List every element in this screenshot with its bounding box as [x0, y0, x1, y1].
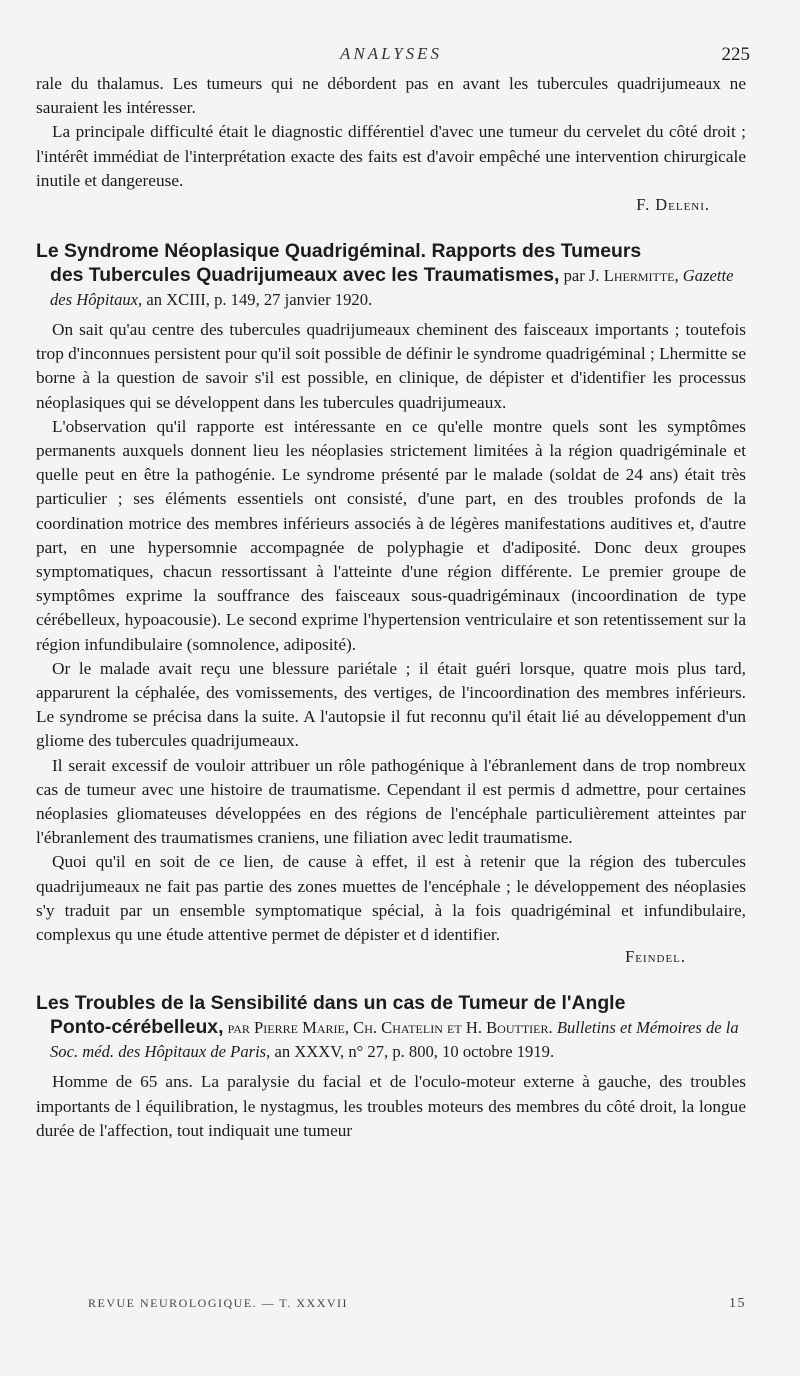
article-meta	[50, 263, 746, 312]
article-heading	[36, 991, 746, 1064]
paragraph: L'observation qu'il rapporte est intéressante en ce qu'elle montre quels sont les symptômes permanents auxquels donnent lieu les néoplasies strictement limitées à la région quadrigéminale et quelle peut en être la pathogénie. Le syndrome présenté par le malade (soldat de 24 ans) était très particulier ; ses éléments essentiels ont consisté, d'une part, en des troubles profonds de la coordination motrice des membres inférieurs associés à de légères manifestations auditives et, d'autre part, en une hypersomnie accompagnée de polyphagie et d'adiposité. Donc deux groupes symptomatiques, chacun ressortissant à l'atteinte d'une région différente. Le premier groupe de symptômes exprime la souffrance des faisceaux sous-quadrigéminaux (incoordination de type cérébelleux, hypoacousie). Le second exprime l'hypertension ventriculaire et son retentissement sur la région infundibulaire (somnolence, adiposité).	[36, 416, 746, 654]
authors: par Pierre Marie, Ch. Chatelin et H. Bouttier.	[227, 1018, 553, 1038]
article-title-cont: des Tubercules Quadrijumeaux avec les Traumatismes,	[50, 264, 560, 287]
footer-folio: 15	[729, 1296, 746, 1311]
page-number: 225	[721, 44, 750, 65]
journal-name: Gazette des Hôpitaux,	[50, 266, 734, 310]
page-footer	[88, 1296, 746, 1311]
citation: an XXXV, n° 27, p. 800, 10 octobre 1919.	[274, 1042, 555, 1062]
signature: Feindel.	[625, 947, 686, 967]
paragraph: Homme de 65 ans. La paralysie du facial et de l'oculo-moteur externe à gauche, des troubles importants de l équilibration, le nystagmus, les troubles moteurs des membres du côté droit, la longue durée de l'affection, tout indiquait une tumeur	[36, 1072, 746, 1140]
footer-journal: REVUE NEUROLOGIQUE. — T. XXXVII	[88, 1296, 349, 1310]
paragraph: Il serait excessif de vouloir attribuer un rôle pathogénique à l'ébranlement dans de trop nombreux cas de tumeur avec une histoire de traumatisme. Cependant il est permis d admettre, pour certaines néoplasies gliomateuses développées en des régions de l'encéphale particulièrement atteintes par l'ébranlement des traumatismes craniens, une filiation avec ledit traumatisme.	[36, 755, 746, 848]
journal-name: Bulletins et Mémoires de la Soc. méd. des Hôpitaux de Paris,	[50, 1018, 739, 1062]
article-title: Les Troubles de la Sensibilité dans un cas de Tumeur de l'Angle	[36, 992, 626, 1015]
article-meta	[50, 1015, 746, 1064]
article-title: Le Syndrome Néoplasique Quadrigéminal. Rapports des Tumeurs	[36, 240, 642, 263]
running-title: ANALYSES	[339, 44, 443, 63]
paragraph: Or le malade avait reçu une blessure pariétale ; il était guéri lorsque, quatre mois plus tard, apparurent la céphalée, des vomissements, des vertiges, de l'incoordination des membres inférieurs. Le syndrome se précisa dans la suite. A l'autopsie il fut reconnu qu'il était lié au développement d'un gliome des tubercules quadrijumeaux.	[36, 658, 746, 751]
page	[36, 44, 750, 1143]
article-title-cont: Ponto-cérébelleux,	[50, 1016, 224, 1039]
article-heading	[36, 239, 746, 312]
running-header	[36, 44, 750, 72]
author-name: Lhermitte,	[603, 266, 679, 286]
byline: par J.	[563, 266, 600, 286]
citation: an XCIII, p. 149, 27 janvier 1920.	[146, 290, 373, 310]
paragraph: La principale difficulté était le diagnostic différentiel d'avec une tumeur du cervelet du côté droit ; l'intérêt immédiat de l'interprétation exacte des faits est d'avoir empêché une intervention chirurgicale inutile et dangereuse.	[36, 122, 746, 190]
paragraph: rale du thalamus. Les tumeurs qui ne débordent pas en avant les tubercules quadrijumeaux ne sauraient les intéresser.	[36, 74, 746, 118]
paragraph: On sait qu'au centre des tubercules quadrijumeaux cheminent des faisceaux importants ; toutefois trop d'inconnues persistent pour qu'il soit possible de définir le syndrome quadrigéminal ; Lhermitte se borne à la question de savoir s'il est possible, en clinique, de dépister et d'identifier les processus néoplasiques qui se développent dans les tubercules quadrijumeaux.	[36, 320, 746, 412]
paragraph: Quoi qu'il en soit de ce lien, de cause à effet, il est à retenir que la région des tubercules quadrijumeaux ne fait pas partie des zones muettes de l'encéphale ; le développement des néoplasies s'y traduit par un ensemble symptomatique spécial, à la fois quadrigéminal et infundibulaire, complexus qu une étude attentive permet de dépister et d identifier.	[36, 852, 746, 945]
signature: F. Deleni.	[636, 195, 710, 215]
